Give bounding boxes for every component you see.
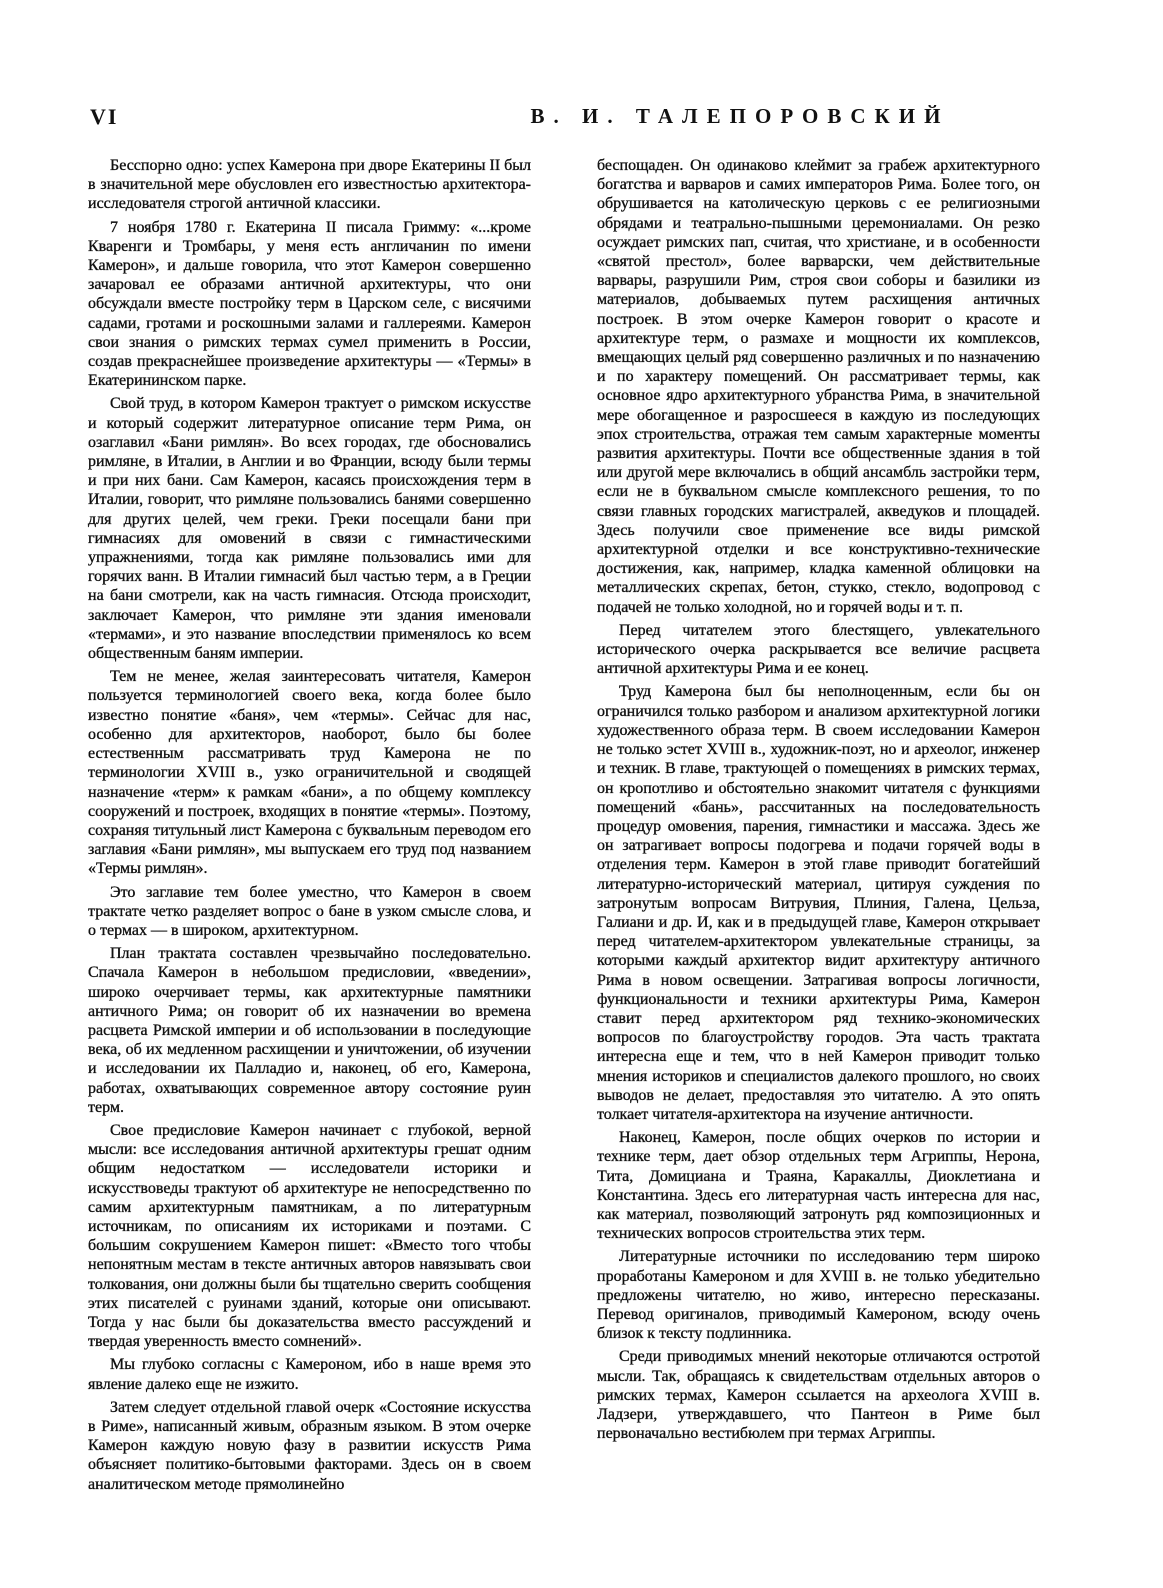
- right-column: [597, 156, 1040, 1447]
- paragraph: Труд Камерона был бы неполноценным, если бы он ограничился только разбором и анализом архитектурной логики художественного образа терм. В своем исследовании Камерон не только эстет XVIII в., художник-поэт, но и археолог, инженер и техник. В главе, трактующей о помещениях в римских термах, он кропотливо и обстоятельно знакомит читателя с функциями помещений «бань», рассчитанных на последовательность процедур омовения, парения, гимнастики и массажа. Здесь же он затрагивает вопросы подогрева и подачи горячей воды в отделения терм. Камерон в этой главе приводит богатейший литературно-исторический материал, цитируя суждения по затронутым вопросам Витрувия, Плиния, Галена, Цельза, Галиани и др. И, как и в предыдущей главе, Камерон открывает перед читателем-архитектором увлекательные страницы, за которыми каждый архитектор видит архитектуру античного Рима в новом освещении. Затрагивая вопросы логичности, функциональности и техники архитектуры Рима, Камерон ставит перед архитектором ряд технико-экономических вопросов по благоустройству городов. Эта часть трактата интересна еще и тем, что в ней Камерон приводит только мнения историков и специалистов далекого прошлого, но своих выводов не делает, предоставляя это читателю. А это опять толкает читателя-архитектора на изучение античности.: [597, 683, 1040, 1123]
- page-number: VI: [90, 104, 119, 129]
- paragraph: Мы глубоко согласны с Камероном, ибо в наше время это явление далеко еще не изжито.: [88, 1356, 531, 1393]
- paragraph-continued: беспощаден. Он одинаково клеймит за грабеж архитектурного богатства и варваров и самих императоров Рима. Более того, он обрушивается на католическую церковь с ее религиозными обрядами и театрально-пышными церемониалами. Он резко осуждает римских пап, считая, что христиане, и в особенности «святой престол», более варварски, чем действительные варвары, разрушили Рим, строя свои соборы и базилики из материалов, добываемых путем расхищения античных построек. В этом очерке Камерон говорит о красоте и архитектуре терм, о размахе и мощности их комплексов, вмещающих целый ряд совершенно различных и по назначению и по характеру помещений. Он рассматривает термы, как основное ядро архитектурного убранства Рима, в значительной мере обогащенное и разросшееся в каждую из последующих эпох строительства, отражая тем самым характерные моменты развития архитектуры. Почти все общественные здания в той или другой мере включались в общий ансамбль застройки терм, если не в буквальном смысле комплексного решения, то по связи главных городских магистралей, акведуков и площадей. Здесь получили свое применение все виды римской архитектурной отделки и все конструктивно-технические достижения, как, например, кладка каменной облицовки на металлических скрепах, бетон, стукко, стекло, водопровод с подачей не только холодной, но и горячей воды и т. п.: [597, 157, 1040, 616]
- left-column: [88, 156, 531, 1498]
- paragraph: Свое предисловие Камерон начинает с глубокой, верной мысли: все исследования античной архитектуры грешат одним общим недостатком — исследователи историки и искусствоведы трактуют об архитектуре не непосредственно по самим архитектурным памятникам, а по литературным источникам, по описаниям их историками и поэтами. С большим сокрушением Камерон пишет: «Вместо того чтобы непонятным местам в тексте античных авторов навязывать свои толкования, они должны были бы тщательно сверить сообщения этих писателей с руинами зданий, которые они описывают. Тогда у нас были бы доказательства вместо рассуждений и твердая уверенность вместо сомнений».: [88, 1121, 531, 1351]
- paragraph: Наконец, Камерон, после общих очерков по истории и технике терм, дает обзор отдельных терм Агриппы, Нерона, Тита, Домициана и Траяна, Каракаллы, Диоклетиана и Константина. Здесь его литературная часть интересна для нас, как материал, позволяющий затронуть ряд композиционных и технических вопросов строительства этих терм.: [597, 1129, 1040, 1243]
- running-head: [90, 100, 1090, 136]
- paragraph: Литературные источники по исследованию терм широко проработаны Камероном и для XVIII в. не только убедительно предложены читателю, но живо, интересно пересказаны. Перевод оригиналов, приводимый Камероном, всюду очень близок к тексту подлинника.: [597, 1248, 1040, 1343]
- paragraph: Тем не менее, желая заинтересовать читателя, Камерон пользуется терминологией своего века, когда более было известно понятие «баня», чем «термы». Сейчас для нас, особенно для архитекторов, наоборот, было бы более естественным рассматривать труд Камерона не по терминологии XVIII в., узко ограничительной и сводящей назначение «терм» к рамкам «бани», а по общему комплексу сооружений и построек, входящих в понятие «термы». Поэтому, сохраняя титульный лист Камерона с буквальным переводом его заглавия «Бани римлян», мы выпускаем его труд под названием «Термы римлян».: [88, 668, 531, 878]
- paragraph: Перед читателем этого блестящего, увлекательного исторического очерка раскрывается все величие расцвета античной архитектуры Рима и ее конец.: [597, 621, 1040, 678]
- paragraph: План трактата составлен чрезвычайно последовательно. Спачала Камерон в небольшом предисловии, «введении», широко очерчивает термы, как архитектурные памятники античного Рима; он говорит об их назначении во времена расцвета Римской империи и об использовании в последующие века, об их медленном расхищении и уничтожении, об изучении и исследовании их Палладио и, наконец, об его, Камерона, работах, охватывающих современное автору состояние руин терм.: [88, 945, 531, 1116]
- paragraph: Бесспорно одно: успех Камерона при дворе Екатерины II был в значительной мере обусловлен его известностью архитектора-исследователя строгой античной классики.: [88, 157, 532, 213]
- paragraph: Это заглавие тем более уместно, что Камерон в своем трактате четко разделяет вопрос о бане в узком смысле слова, и о термах — в широком, архитектурном.: [88, 883, 531, 939]
- paragraph: Среди приводимых мнений некоторые отличаются остротой мысли. Так, обращаясь к свидетельствам отдельных авторов о римских термах, Камерон ссылается на археолога XVIII в. Ладзери, утверждавшего, что Пантеон в Риме был первоначально вестибюлем при термах Агриппы.: [597, 1348, 1040, 1443]
- paragraph: Затем следует отдельной главой очерк «Состояние искусства в Риме», написанный живым, образным языком. В этом очерке Камерон каждую новую фазу в развитии искусств Рима объясняет политико-бытовыми факторами. Здесь он в своем аналитическом методе прямолинейно: [88, 1398, 531, 1493]
- paragraph: 7 ноября 1780 г. Екатерина II писала Гримму: «...кроме Кваренги и Тромбары, у меня есть англичанин по имени Камерон», и дальше говорила, что этот Камерон совершенно зачаровал ее образами античной архитектуры, что они обсуждали вместе постройку терм в Царском селе, с висячими садами, гротами и роскошными залами и галлереями. Камерон свои знания о римских термах сумел применить в России, создав прекраснейшее произведение архитектуры — «Термы» в Екатерининском парке.: [88, 218, 531, 390]
- paragraph: Свой труд, в котором Камерон трактует о римском искусстве и который содержит литературное описание терм Рима, он озаглавил «Бани римлян». Во всех городах, где обосновались римляне, в Италии, в Англии и во Франции, всюду были термы и при них бани. Сам Камерон, касаясь происхождения терм в Италии, говорит, что римляне пользовались банями совершенно для других целей, чем греки. Греки посещали бани при гимнасиях для омовений в связи с гимнастическими упражнениями, тогда как римляне пользовались ими для горячих ванн. В Италии гимнасий был частью терм, а в Греции на бани смотрели, как на часть гимнасия. Отсюда происходит, заключает Камерон, что римляне эти здания именовали «термами», и это название впоследствии применялось ко всем общественным баням империи.: [88, 395, 531, 663]
- running-title: В. И. ТАЛЕПОРОВСКИЙ: [530, 104, 950, 128]
